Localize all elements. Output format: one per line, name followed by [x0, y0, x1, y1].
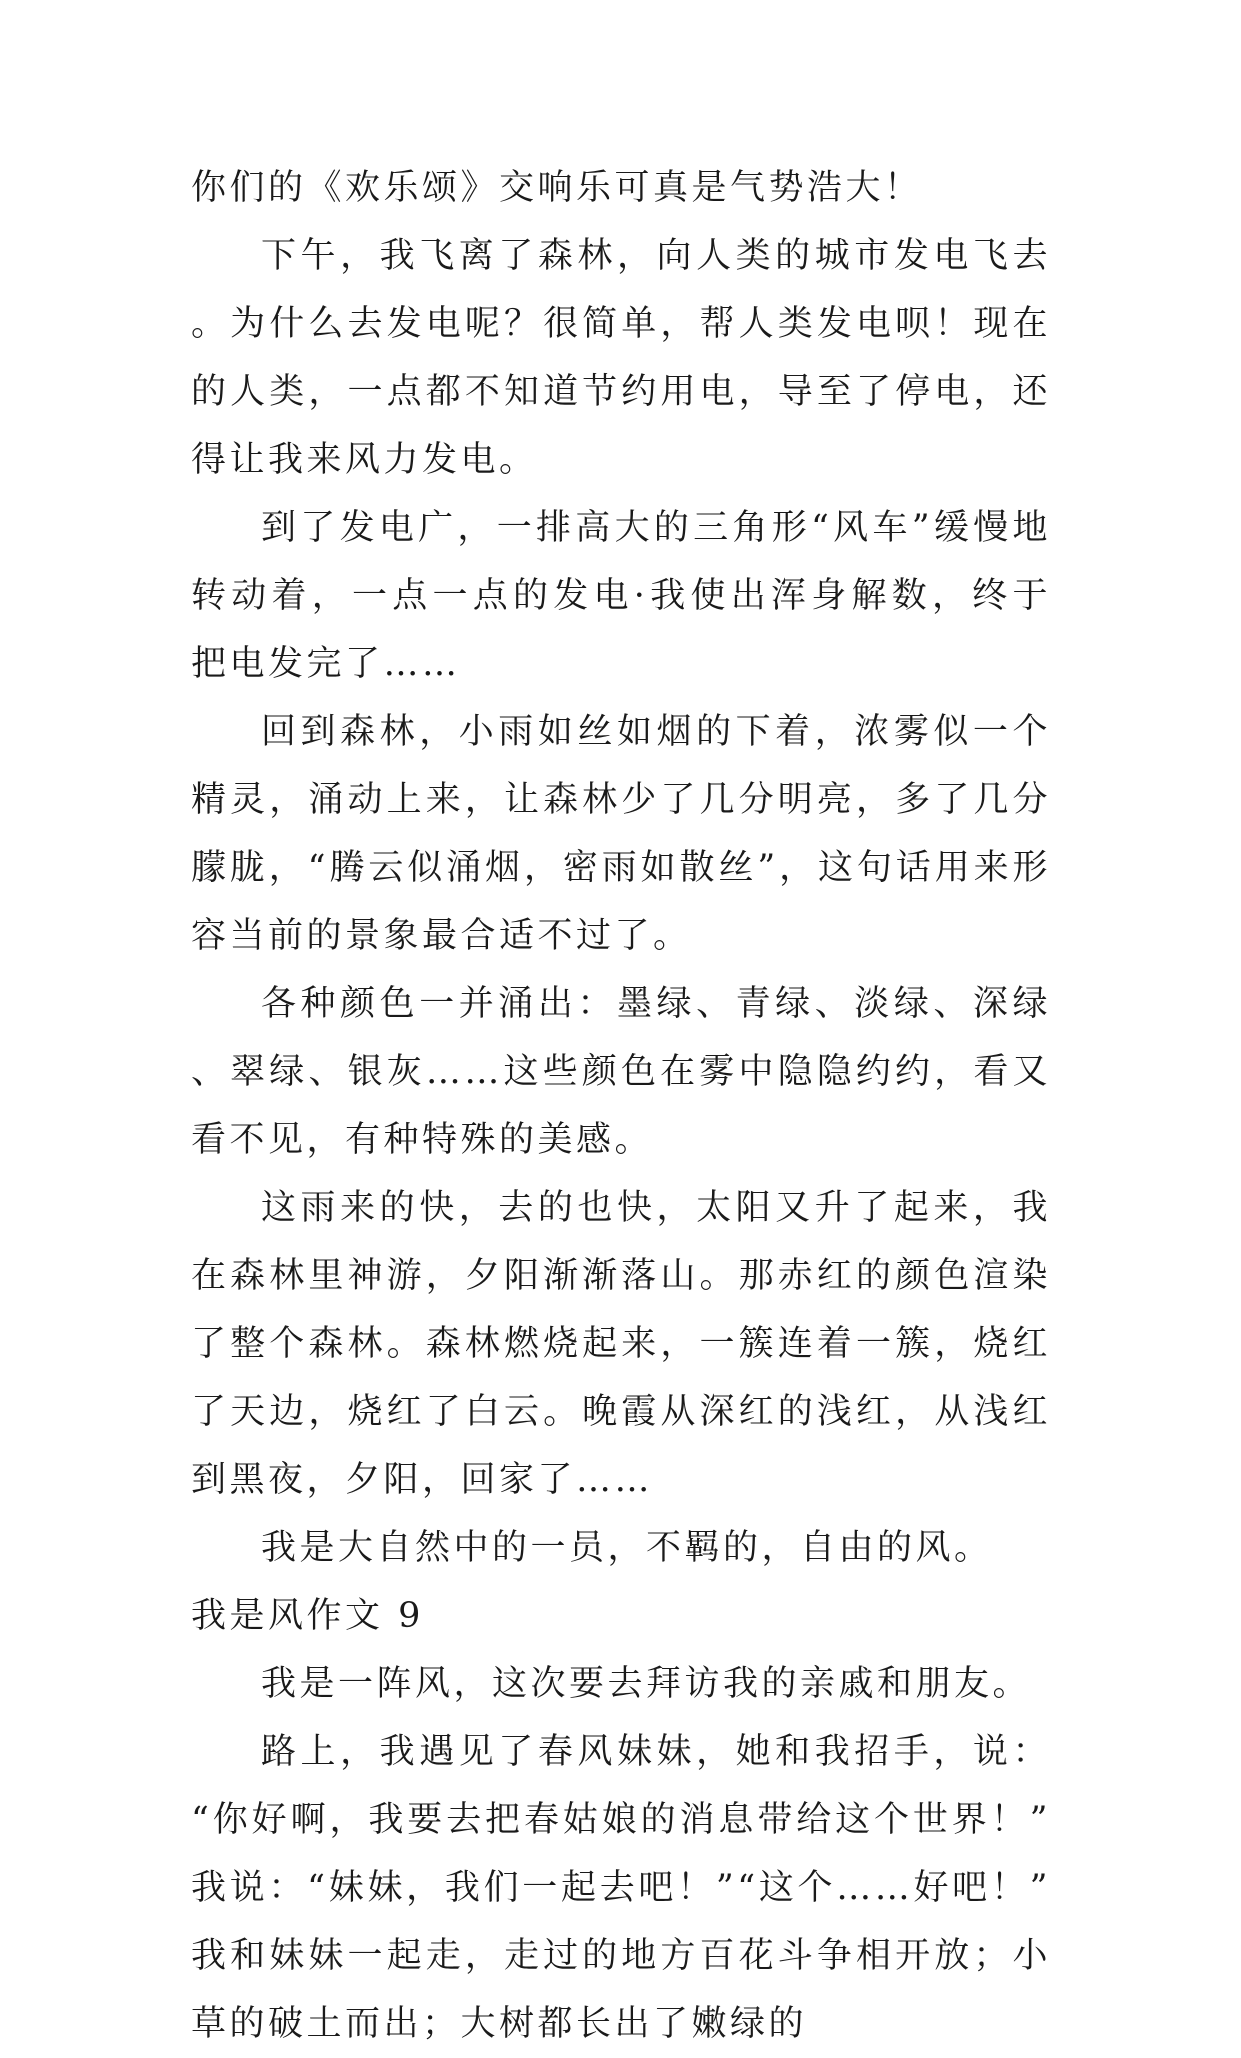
paragraph-1: 你们的《欢乐颂》交响乐可真是气势浩大！ — [191, 168, 923, 208]
paragraph-7: 我是大自然中的一员，不羁的，自由的风。 — [261, 1528, 993, 1568]
paragraph-6: 这雨来的快，去的也快，太阳又升了起来，我在森林里神游，夕阳渐渐落山。那赤红的颜色渲染了整个森林。森林燃烧起来，一簇连着一簇，烧红了天边，烧红了白云。晚霞从深红的浅红，从浅红到黑夜，夕阳，回家了…… — [191, 1188, 1051, 1500]
paragraph-8: 我是一阵风，这次要去拜访我的亲戚和朋友。 — [261, 1664, 1032, 1704]
paragraph-9: 路上，我遇见了春风妹妹，她和我招手，说：“你好啊，我要去把春姑娘的消息带给这个世界！”我说：“妹妹，我们一起去吧！”“这个……好吧！”我和妹妹一起走，走过的地方百花斗争相开放；小草的破土而出；大树都长出了嫩绿的 — [191, 1732, 1051, 2044]
paragraph-3: 到了发电广，一排高大的三角形“风车”缓慢地转动着，一点一点的发电·我使出浑身解数，终于把电发完了…… — [191, 508, 1051, 684]
document-body — [191, 154, 1051, 2058]
paragraph-5: 各种颜色一并涌出：墨绿、青绿、淡绿、深绿、翠绿、银灰……这些颜色在雾中隐隐约约，看又看不见，有种特殊的美感。 — [191, 984, 1051, 1160]
paragraph-2: 下午，我飞离了森林，向人类的城市发电飞去。为什么去发电呢？很简单，帮人类发电呗！现在的人类，一点都不知道节约用电，导至了停电，还得让我来风力发电。 — [191, 236, 1051, 480]
section-heading: 我是风作文 9 — [191, 1596, 424, 1636]
paragraph-4: 回到森林，小雨如丝如烟的下着，浓雾似一个精灵，涌动上来，让森林少了几分明亮，多了几分朦胧，“腾云似涌烟，密雨如散丝”，这句话用来形容当前的景象最合适不过了。 — [191, 712, 1051, 956]
